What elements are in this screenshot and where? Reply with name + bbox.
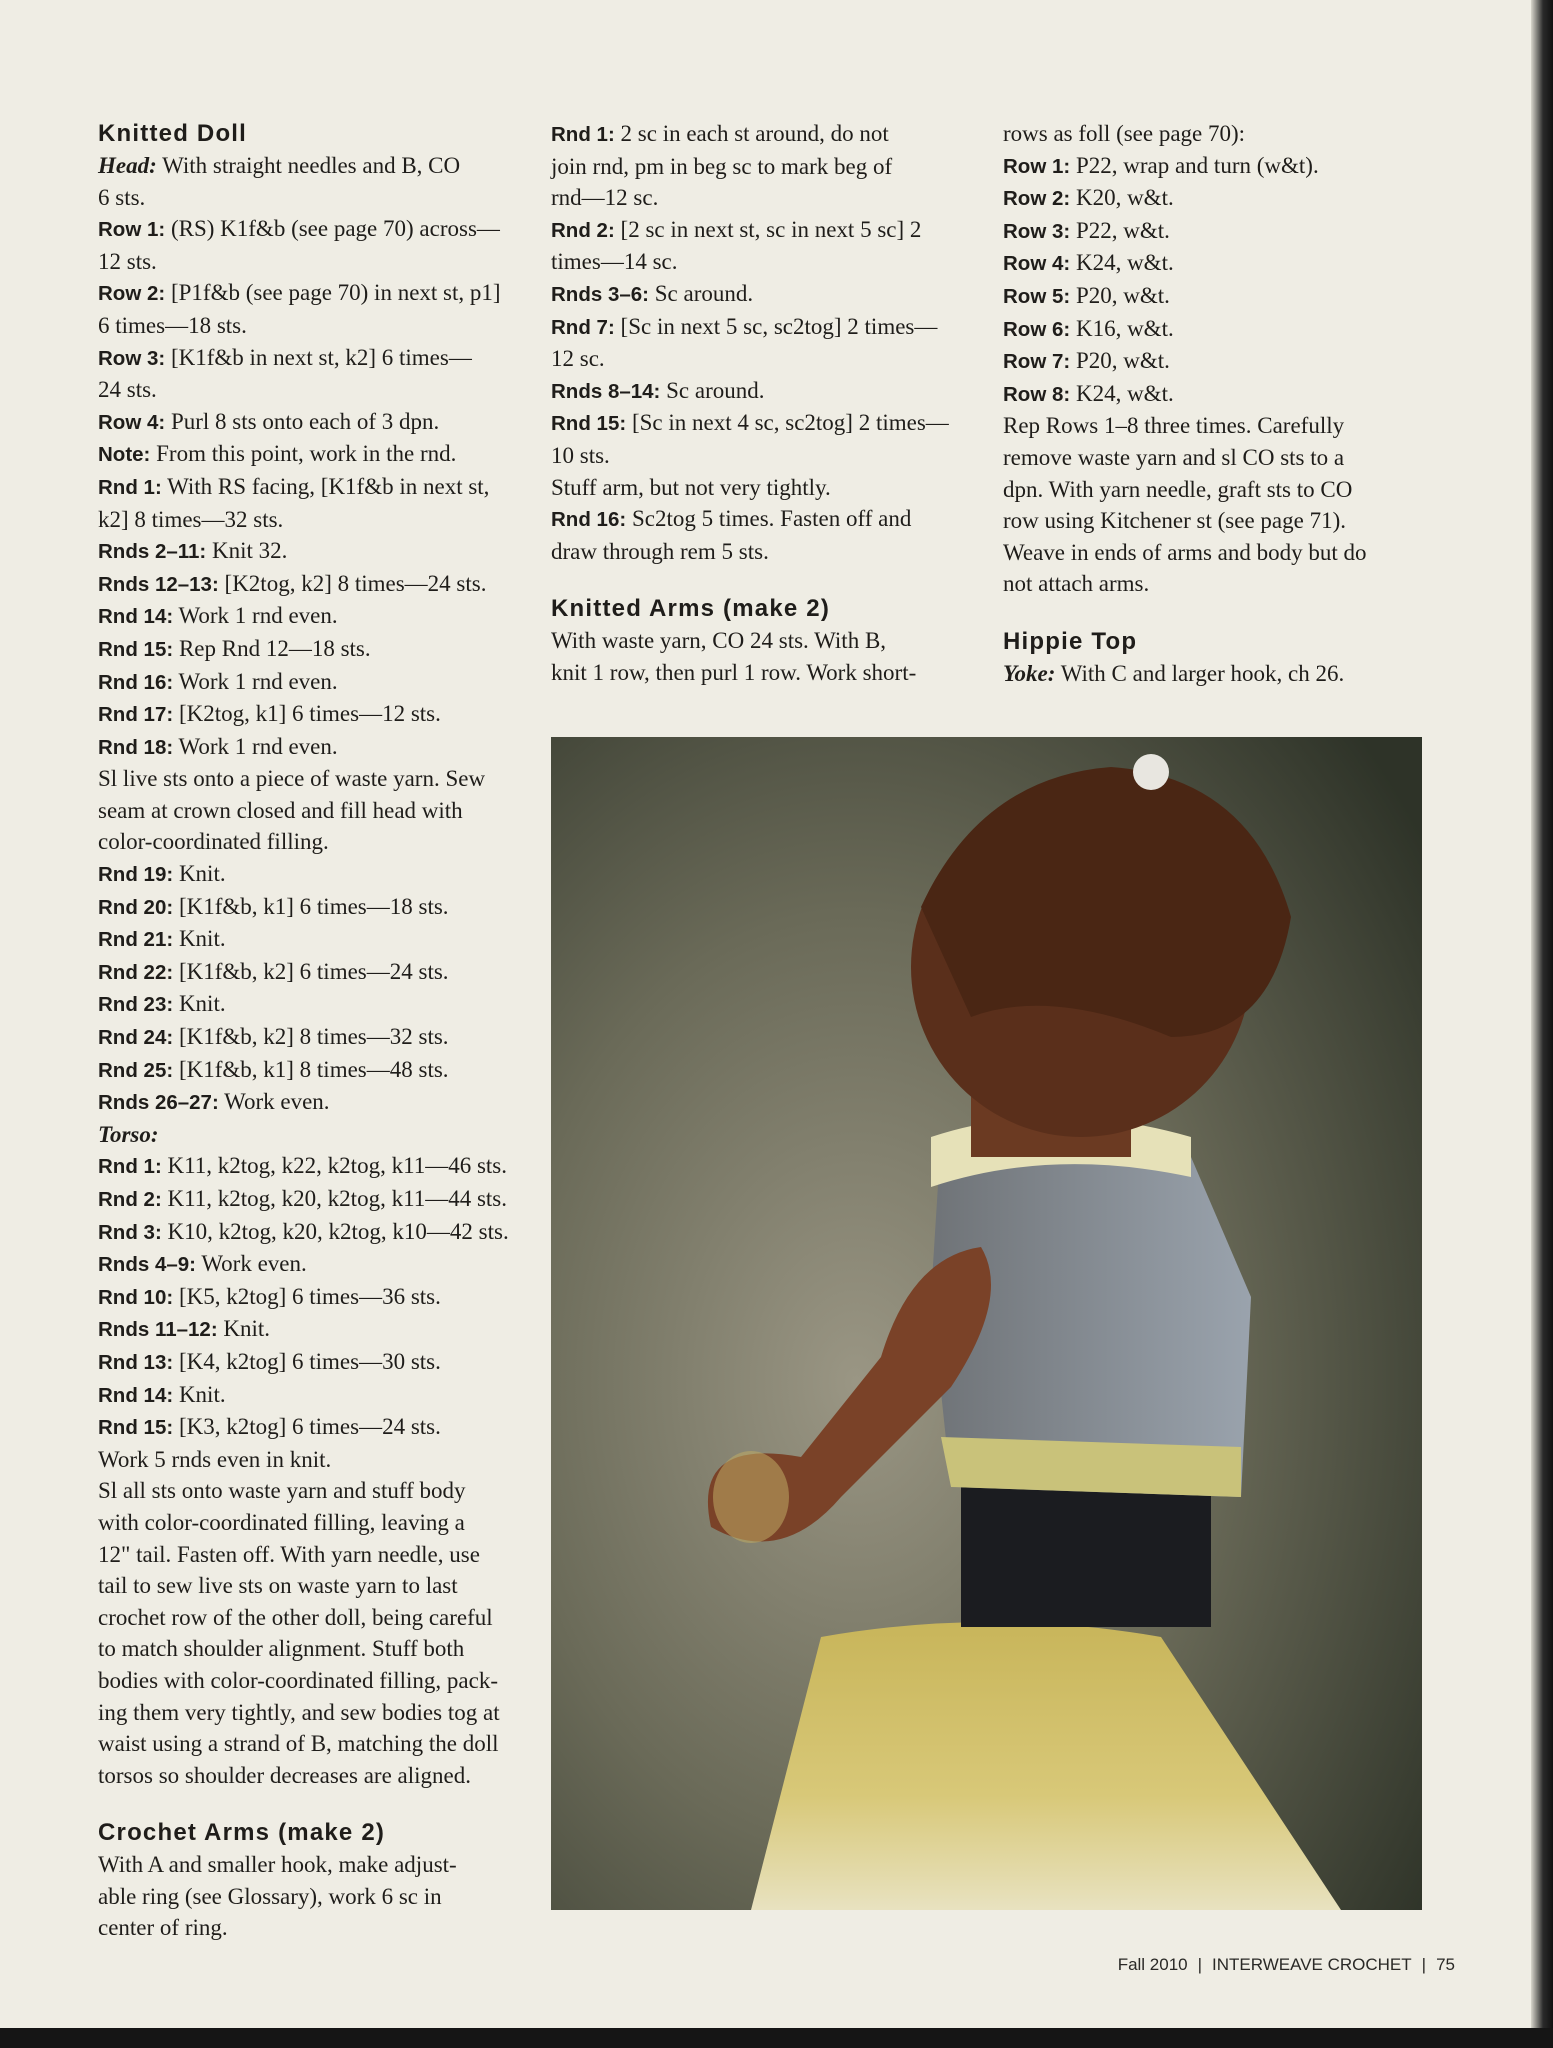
page-edge-shadow: [1531, 0, 1553, 2048]
row-text: Sc around.: [648, 280, 754, 306]
instruction-line: [551, 343, 976, 375]
row-text: tail to sew live sts on waste yarn to last: [98, 1573, 458, 1599]
instruction-line: [1003, 118, 1428, 150]
instruction-line: [1003, 215, 1428, 248]
instruction-line: [551, 407, 976, 440]
row-text: With RS facing, [K1f&b in next st,: [161, 473, 490, 499]
heading-hippie-top: Hippie Top: [1003, 627, 1138, 655]
head-instruction: [98, 150, 523, 182]
instruction-line: [98, 795, 523, 827]
instruction-line: [98, 1216, 523, 1249]
row-text: [K1f&b, k2] 6 times—24 sts.: [173, 958, 449, 984]
row-label: Rnds 11–12:: [98, 1318, 218, 1342]
row-label: Row 3:: [1003, 219, 1071, 243]
instruction-line: [98, 1633, 523, 1665]
row-text: bodies with color-coordinated filling, pack-: [98, 1667, 499, 1693]
instruction-line: [98, 1665, 523, 1697]
row-text: K20, w&t.: [1070, 185, 1174, 211]
row-label: Rnd 16:: [551, 508, 627, 532]
instruction-line: With waste yarn, CO 24 sts. With B,: [551, 628, 887, 654]
instruction-line: [98, 1697, 523, 1729]
row-text: Work 1 rnd even.: [173, 733, 338, 759]
row-label: Rnd 20:: [98, 895, 174, 919]
instruction-line: [98, 1570, 523, 1602]
row-label: Row 2:: [98, 282, 166, 306]
row-text: [K2tog, k2] 8 times—24 sts.: [218, 570, 487, 596]
row-text: [K2tog, k1] 6 times—12 sts.: [173, 701, 441, 727]
row-text: Sc around.: [660, 377, 765, 403]
instruction-line: [98, 1281, 523, 1314]
instruction-line: [98, 763, 523, 795]
yoke-label: Yoke:: [1003, 660, 1056, 686]
instruction-line: [98, 1054, 523, 1087]
row-text: with color-coordinated filling, leaving a: [98, 1509, 465, 1535]
instruction-line: [551, 246, 976, 278]
row-text: K10, k2tog, k20, k2tog, k10—42 sts.: [161, 1218, 509, 1244]
instruction-line: [98, 535, 523, 568]
instruction-line: [1003, 182, 1428, 215]
row-text: color-coordinated filling.: [98, 829, 329, 855]
row-text: 6 times—18 sts.: [98, 312, 247, 338]
instruction-line: [98, 406, 523, 439]
row-text: [K5, k2tog] 6 times—36 sts.: [173, 1283, 441, 1309]
torso-label: Torso:: [98, 1121, 159, 1147]
row-label: Rnds 4–9:: [98, 1253, 196, 1277]
row-label: Rnd 1:: [551, 123, 615, 146]
instruction-line: [98, 633, 523, 666]
row-text: 12 sc.: [551, 346, 605, 372]
row-text: Work even.: [195, 1251, 307, 1277]
instruction-line: [98, 600, 523, 633]
row-text: Sc2tog 5 times. Fasten off and: [626, 506, 912, 532]
row-text: [P1f&b (see page 70) in next st, p1]: [165, 280, 501, 306]
crochet-arms-rows: [551, 118, 976, 567]
row-text: (RS) K1f&b (see page 70) across—: [165, 216, 500, 242]
row-text: 10 sts.: [551, 442, 610, 468]
instruction-line: [98, 374, 523, 406]
instruction-line: [551, 151, 976, 183]
instruction-line: able ring (see Glossary), work 6 sc in: [98, 1883, 442, 1909]
instruction-line: [98, 1602, 523, 1634]
row-text: Rep Rnd 12—18 sts.: [173, 635, 371, 661]
row-label: Note:: [98, 443, 151, 467]
row-text: K24, w&t.: [1070, 380, 1174, 406]
row-label: Rnd 14:: [98, 1383, 174, 1407]
row-label: Rnd 15:: [98, 637, 174, 661]
instruction-line: [98, 923, 523, 956]
column-1: [98, 118, 523, 1944]
row-label: Rnd 24:: [98, 1026, 174, 1050]
row-label: Rnd 3:: [98, 1220, 162, 1244]
instruction-line: [98, 891, 523, 924]
footer-page-number: 75: [1436, 1955, 1455, 1974]
row-text: Knit.: [173, 926, 226, 952]
instruction-line: [551, 182, 976, 214]
instruction-line: [98, 568, 523, 601]
row-text: join rnd, pm in beg sc to mark beg of: [551, 153, 893, 179]
row-text: [K1f&b in next st, k2] 6 times—: [165, 344, 472, 370]
knitted-arms-text: [551, 625, 976, 688]
row-text: 2 sc in each st around, do not: [614, 121, 889, 146]
row-label: Row 4:: [98, 410, 166, 434]
column-2: [551, 118, 976, 689]
instruction-line: [1003, 247, 1428, 280]
row-label: Row 2:: [1003, 187, 1071, 211]
instruction-line: [551, 311, 976, 344]
row-text: Stuff arm, but not very tightly.: [551, 474, 831, 500]
hair-ornament: [1133, 754, 1169, 790]
instruction-line: [98, 666, 523, 699]
row-text: P22, w&t.: [1070, 217, 1170, 243]
instruction-line: [98, 1444, 523, 1476]
row-label: Rnd 2:: [551, 218, 615, 242]
instruction-line: [98, 246, 523, 278]
row-label: Rnd 1:: [98, 475, 162, 499]
row-text: Work 1 rnd even.: [173, 668, 338, 694]
instruction-line: [1003, 442, 1428, 474]
row-text: rnd—12 sc.: [551, 185, 659, 211]
row-text: Sl all sts onto waste yarn and stuff body: [98, 1478, 466, 1504]
row-text: Knit.: [173, 861, 226, 887]
row-text: not attach arms.: [1003, 571, 1150, 597]
row-label: Rnd 22:: [98, 960, 174, 984]
row-label: Rnd 25:: [98, 1058, 174, 1082]
row-label: Row 1:: [98, 218, 166, 242]
row-text: crochet row of the other doll, being careful: [98, 1604, 493, 1630]
row-label: Row 6:: [1003, 317, 1071, 341]
row-text: [K3, k2tog] 6 times—24 sts.: [173, 1414, 441, 1440]
instruction-line: [98, 277, 523, 310]
row-label: Row 1:: [1003, 154, 1071, 178]
row-label: Rnds 3–6:: [551, 282, 649, 306]
row-text: seam at crown closed and fill head with: [98, 797, 463, 823]
instruction-line: knit 1 row, then purl 1 row. Work short-: [551, 659, 917, 685]
row-text: 12" tail. Fasten off. With yarn needle, use: [98, 1541, 480, 1567]
row-text: Work even.: [218, 1089, 330, 1115]
instruction-line: [98, 1086, 523, 1119]
instruction-line: [98, 858, 523, 891]
instruction-line: [551, 472, 976, 504]
instruction-line: [98, 1021, 523, 1054]
footer-issue: Fall 2010: [1117, 1955, 1188, 1974]
instruction-line: [1003, 410, 1428, 442]
row-text: [2 sc in next st, sc in next 5 sc] 2: [614, 216, 922, 242]
row-text: K24, w&t.: [1070, 250, 1174, 276]
instruction-line: [98, 1379, 523, 1412]
row-text: ing them very tightly, and sew bodies tog at: [98, 1699, 500, 1725]
instruction-line: [1003, 537, 1428, 569]
instruction-line: [98, 731, 523, 764]
row-label: Rnd 13:: [98, 1350, 174, 1374]
instruction-line: [98, 1313, 523, 1346]
row-label: Row 8:: [1003, 382, 1071, 406]
row-text: times—14 sc.: [551, 249, 678, 275]
heading-crochet-arms: Crochet Arms (make 2): [98, 1819, 386, 1847]
row-label: Rnd 18:: [98, 735, 174, 759]
row-text: Knit.: [217, 1316, 271, 1342]
instruction-line: [1003, 345, 1428, 378]
row-label: Rnd 16:: [98, 670, 174, 694]
row-label: Row 5:: [1003, 284, 1071, 308]
row-text: Knit 32.: [206, 538, 288, 564]
instruction-line: [98, 1411, 523, 1444]
row-label: Rnds 12–13:: [98, 572, 219, 596]
row-text: Knit.: [173, 1381, 226, 1407]
row-text: P20, w&t.: [1070, 348, 1170, 374]
crochet-arms-text: [98, 1849, 523, 1944]
row-text: rows as foll (see page 70):: [1003, 121, 1246, 146]
row-text: row using Kitchener st (see page 71).: [1003, 508, 1346, 534]
row-label: Rnds 26–27:: [98, 1091, 219, 1115]
instruction-line: [98, 342, 523, 375]
row-text: Purl 8 sts onto each of 3 dpn.: [165, 408, 440, 434]
instruction-line: [98, 471, 523, 504]
row-text: [Sc in next 4 sc, sc2tog] 2 times—: [626, 410, 949, 436]
instruction-line: [98, 1346, 523, 1379]
head-text: With straight needles and B, CO: [156, 153, 461, 178]
row-text: Knit.: [173, 991, 226, 1017]
row-label: Rnd 21:: [98, 928, 174, 952]
instruction-line: [98, 213, 523, 246]
row-label: Rnd 14:: [98, 605, 174, 629]
instruction-line: [1003, 150, 1428, 183]
row-label: Rnds 8–14:: [551, 379, 661, 403]
torso-rows: [98, 1150, 523, 1791]
row-label: Rnd 15:: [551, 412, 627, 436]
column-3: [1003, 118, 1428, 690]
row-text: 24 sts.: [98, 377, 157, 403]
row-text: k2] 8 times—32 sts.: [98, 506, 284, 532]
instruction-line: [1003, 474, 1428, 506]
page-footer: [1118, 1955, 1455, 1975]
instruction-line: [98, 1150, 523, 1183]
row-label: Rnd 15:: [98, 1416, 174, 1440]
yoke-instruction: [1003, 658, 1428, 690]
instruction-line: [98, 826, 523, 858]
row-label: Rnd 7:: [551, 315, 615, 339]
row-text: [K1f&b, k1] 6 times—18 sts.: [173, 893, 449, 919]
instruction-line: [98, 1507, 523, 1539]
row-text: draw through rem 5 sts.: [551, 538, 769, 564]
row-text: K11, k2tog, k22, k2tog, k11—46 sts.: [161, 1153, 508, 1179]
instruction-line: [551, 503, 976, 536]
row-text: Weave in ends of arms and body but do: [1003, 539, 1367, 565]
row-text: [K1f&b, k1] 8 times—48 sts.: [173, 1056, 449, 1082]
instruction-line: [98, 1475, 523, 1507]
instruction-line: [551, 214, 976, 247]
row-text: remove waste yarn and sl CO sts to a: [1003, 444, 1345, 470]
row-label: Rnd 19:: [98, 863, 174, 887]
row-text: Sl live sts onto a piece of waste yarn. Sew: [98, 766, 486, 792]
short-rows: [1003, 118, 1428, 600]
instruction-line: [98, 956, 523, 989]
instruction-line: [1003, 280, 1428, 313]
doll-photo: [551, 737, 1422, 1910]
head-label: Head:: [98, 153, 157, 178]
row-text: dpn. With yarn needle, graft sts to CO: [1003, 476, 1353, 502]
footer-magazine: INTERWEAVE CROCHET: [1212, 1955, 1412, 1974]
instruction-line: [98, 1539, 523, 1571]
instruction-line: [551, 278, 976, 311]
row-text: [Sc in next 5 sc, sc2tog] 2 times—: [614, 313, 938, 339]
footer-separator-1: |: [1197, 1955, 1203, 1974]
row-label: Rnd 2:: [98, 1188, 162, 1211]
row-label: Row 7:: [1003, 350, 1071, 374]
instruction-line: [551, 536, 976, 568]
yoke-text: With C and larger hook, ch 26.: [1055, 660, 1345, 686]
instruction-line: With A and smaller hook, make adjust-: [98, 1852, 457, 1878]
instruction-line: [1003, 378, 1428, 411]
footer-separator-2: |: [1421, 1955, 1427, 1974]
instruction-line: [98, 988, 523, 1021]
row-label: Row 3:: [98, 346, 166, 370]
instruction-line: [98, 438, 523, 471]
row-label: Rnd 10:: [98, 1285, 174, 1309]
row-text: [K4, k2tog] 6 times—30 sts.: [173, 1348, 441, 1374]
instruction-line: [98, 310, 523, 342]
row-label: Rnd 23:: [98, 993, 174, 1017]
instruction-line: [98, 504, 523, 536]
row-text: P22, wrap and turn (w&t).: [1070, 152, 1319, 178]
row-text: 12 sts.: [98, 248, 157, 274]
row-label: Rnd 17:: [98, 703, 174, 727]
head-instruction-cont: 6 sts.: [98, 184, 146, 210]
row-text: Work 5 rnds even in knit.: [98, 1446, 332, 1472]
knitted-doll-rows: [98, 213, 523, 1119]
instruction-line: center of ring.: [98, 1915, 228, 1941]
instruction-line: [1003, 313, 1428, 346]
instruction-line: [98, 1728, 523, 1760]
row-label: Rnd 1:: [98, 1155, 162, 1179]
page-bottom-edge: [0, 2028, 1553, 2048]
instruction-line: [551, 118, 976, 151]
instruction-line: [98, 1248, 523, 1281]
row-text: K16, w&t.: [1070, 315, 1174, 341]
instruction-line: [551, 440, 976, 472]
row-label: Row 4:: [1003, 252, 1071, 276]
instruction-line: [1003, 568, 1428, 600]
row-text: waist using a strand of B, matching the doll: [98, 1731, 499, 1757]
row-text: P20, w&t.: [1070, 282, 1170, 308]
row-text: K11, k2tog, k20, k2tog, k11—44 sts.: [161, 1186, 508, 1211]
instruction-line: [98, 1183, 523, 1216]
row-text: Rep Rows 1–8 three times. Carefully: [1003, 413, 1345, 439]
row-text: to match shoulder alignment. Stuff both: [98, 1636, 465, 1662]
row-text: [K1f&b, k2] 8 times—32 sts.: [173, 1024, 449, 1050]
heading-knitted-doll: Knitted Doll: [98, 120, 248, 147]
row-text: torsos so shoulder decreases are aligned.: [98, 1762, 471, 1788]
row-text: Work 1 rnd even.: [173, 603, 338, 629]
instruction-line: [98, 698, 523, 731]
instruction-line: [1003, 505, 1428, 537]
instruction-line: [98, 1760, 523, 1792]
row-label: Rnds 2–11:: [98, 540, 207, 564]
heading-knitted-arms: Knitted Arms (make 2): [551, 595, 831, 623]
row-text: From this point, work in the rnd.: [150, 441, 457, 467]
instruction-line: [551, 375, 976, 408]
